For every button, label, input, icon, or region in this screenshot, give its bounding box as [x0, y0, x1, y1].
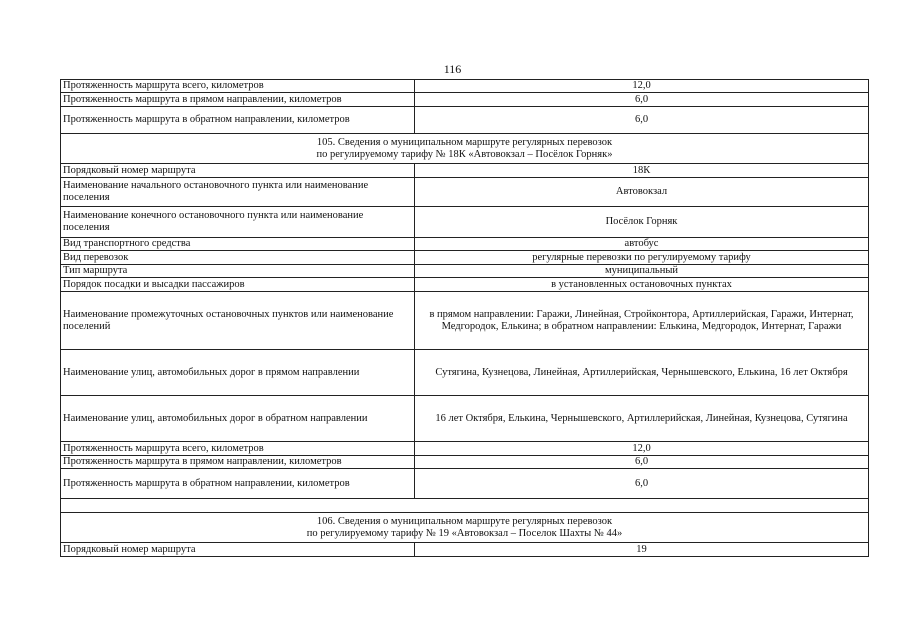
table-row: [61, 350, 869, 396]
empty-cell: [61, 499, 869, 513]
section-heading-row: [61, 513, 869, 543]
row-label: Наименование улиц, автомобильных дорог в обратном направлении: [61, 396, 415, 442]
row-label: Порядок посадки и высадки пассажиров: [61, 278, 415, 292]
row-label: Вид транспортного средства: [61, 238, 415, 251]
spacer-row: [61, 499, 869, 513]
row-label: Наименование начального остановочного пункта или наименование поселения: [61, 178, 415, 207]
row-label: Протяженность маршрута в прямом направлении, километров: [61, 93, 415, 107]
row-label: Порядковый номер маршрута: [61, 164, 415, 178]
row-label: Протяженность маршрута в обратном направлении, километров: [61, 469, 415, 499]
table-row: [61, 469, 869, 499]
row-value: в прямом направлении: Гаражи, Линейная, Стройконтора, Артиллерийская, Гаражи, Интернат, Медгородок, Елькина; в обратном направлении: Елькина, Медгородок, Интернат, Гаражи: [415, 292, 869, 350]
row-value: Автовокзал: [415, 178, 869, 207]
section-heading-line: по регулируемому тарифу № 18К «Автовокзал – Посёлок Горняк»: [316, 148, 613, 160]
row-label: Протяженность маршрута в обратном направлении, километров: [61, 107, 415, 134]
row-value: 6,0: [415, 93, 869, 107]
row-value: 6,0: [415, 456, 869, 469]
row-value: 18К: [415, 164, 869, 178]
table-row: [61, 178, 869, 207]
route-info-table: [60, 79, 869, 557]
row-value: в установленных остановочных пунктах: [415, 278, 869, 292]
table-row: [61, 238, 869, 251]
row-value: 6,0: [415, 469, 869, 499]
row-value: 19: [415, 543, 869, 557]
row-label: Протяженность маршрута всего, километров: [61, 442, 415, 456]
table-row: [61, 207, 869, 238]
row-value: 12,0: [415, 442, 869, 456]
section-heading-106: [61, 513, 869, 543]
table-row: [61, 107, 869, 134]
row-value: 16 лет Октября, Елькина, Чернышевского, Артиллерийская, Линейная, Кузнецова, Сутягина: [415, 396, 869, 442]
row-value: автобус: [415, 238, 869, 251]
row-value: Сутягина, Кузнецова, Линейная, Артиллерийская, Чернышевского, Елькина, 16 лет Октября: [415, 350, 869, 396]
row-value: 12,0: [415, 80, 869, 93]
row-label: Протяженность маршрута в прямом направлении, километров: [61, 456, 415, 469]
row-label: Наименование конечного остановочного пункта или наименование поселения: [61, 207, 415, 238]
section-heading-105: [61, 134, 869, 164]
table-row: [61, 265, 869, 278]
page-number: 116: [443, 62, 462, 76]
row-label: Наименование промежуточных остановочных пунктов или наименование поселений: [61, 292, 415, 350]
row-value: регулярные перевозки по регулируемому тарифу: [415, 251, 869, 265]
row-value: муниципальный: [415, 265, 869, 278]
row-label: Порядковый номер маршрута: [61, 543, 415, 557]
section-heading-row: [61, 134, 869, 164]
section-heading-line: 106. Сведения о муниципальном маршруте регулярных перевозок: [316, 515, 613, 527]
table-row: [61, 543, 869, 557]
table-row: [61, 80, 869, 93]
table-row: [61, 292, 869, 350]
row-label: Тип маршрута: [61, 265, 415, 278]
table-row: [61, 278, 869, 292]
table-row: [61, 396, 869, 442]
section-heading-line: 105. Сведения о муниципальном маршруте регулярных перевозок: [316, 136, 613, 148]
table-row: [61, 442, 869, 456]
row-label: Наименование улиц, автомобильных дорог в прямом направлении: [61, 350, 415, 396]
row-label: Протяженность маршрута всего, километров: [61, 80, 415, 93]
table-row: [61, 456, 869, 469]
section-heading-line: по регулируемому тарифу № 19 «Автовокзал – Поселок Шахты № 44»: [306, 527, 623, 539]
row-value: Посёлок Горняк: [415, 207, 869, 238]
table-row: [61, 93, 869, 107]
table-row: [61, 164, 869, 178]
row-label: Вид перевозок: [61, 251, 415, 265]
row-value: 6,0: [415, 107, 869, 134]
table-row: [61, 251, 869, 265]
